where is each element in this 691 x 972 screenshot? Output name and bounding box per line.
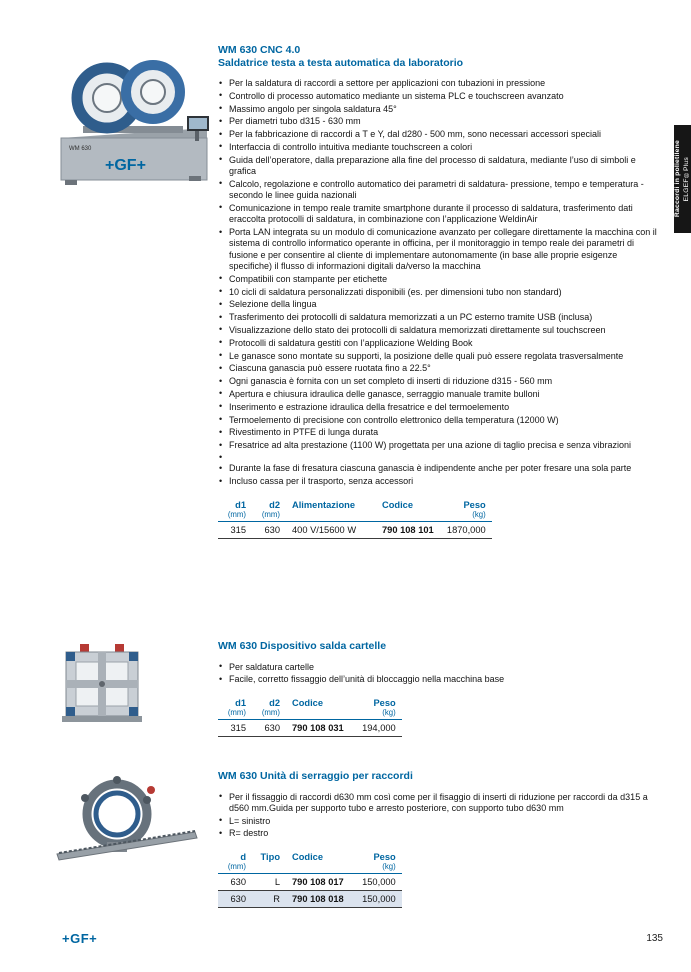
bullet-item: • Per la saldatura di raccordi a settore per applicazioni con tubazioni in pressione	[218, 78, 662, 89]
table-cell: 630	[218, 873, 252, 890]
bullet-item: • Interfaccia di controllo intuitiva mediante touchscreen a colori	[218, 142, 662, 153]
column-header: Peso	[463, 499, 486, 510]
column-unit	[376, 510, 440, 522]
bullet-item: • Per la fabbricazione di raccordi a T e Y, dal d280 - 500 mm, sono necessari accessori speciali	[218, 129, 662, 140]
column-header: Peso	[373, 697, 396, 708]
table-row	[218, 521, 492, 538]
bullet-item: • Fresatrice ad alta prestazione (1100 W) progettata per una azione di taglio precisa e senza vibrazioni	[218, 440, 662, 451]
column-header: Peso	[373, 851, 396, 862]
table-row	[218, 719, 402, 736]
table-cell: 315	[218, 521, 252, 538]
bullet-item: • Termoelemento di precisione con controllo elettronico della temperatura (12000 W)	[218, 415, 662, 426]
bullet-item: • Durante la fase di fresatura ciascuna ganascia è indipendente anche per poter fresare una sola parte	[218, 463, 662, 474]
svg-text:WM 630: WM 630	[69, 146, 92, 152]
bullet-item: • Trasferimento dei protocolli di saldatura memorizzati a un PC esterno tramite USB (inclusa)	[218, 312, 662, 323]
bullet-item: • Selezione della lingua	[218, 299, 662, 310]
bullet-item: • Guida dell’operatore, dalla preparazione alla fine del processo di saldatura, mediante l’uso di simboli e grafica	[218, 155, 662, 178]
gf-logo: +GF+	[62, 931, 98, 946]
column-unit	[286, 862, 350, 874]
column-header: Codice	[382, 499, 413, 510]
bullet-item: • Per diametri tubo d315 - 630 mm	[218, 116, 662, 127]
column-unit: (kg)	[350, 862, 402, 874]
side-tab-line1: Raccordi in polietilene	[674, 140, 681, 218]
bullet-item: • R= destro	[218, 828, 662, 839]
column-unit: (kg)	[350, 708, 402, 720]
section-subtitle: Saldatrice testa a testa automatica da laboratorio	[218, 56, 464, 69]
bullet-item: • Porta LAN integrata su un modulo di comunicazione avanzato per collegare direttamente la macchina con il sistema di controllo informatico operante in officina, per il monitoraggio in tempo reale dei parametri di fusione e per consentire al cliente di implementare autonomamente (in base alle proprie esigenze specifiche) il flusso di informazioni digitali da/verso la macchina	[218, 227, 662, 272]
column-unit: (mm)	[218, 708, 252, 720]
bullet-item: • Rivestimento in PTFE di lunga durata	[218, 427, 662, 438]
table-cell-code: 790 108 031	[286, 719, 350, 736]
table-row	[218, 890, 402, 907]
column-header: d1	[235, 499, 246, 510]
column-header: d1	[235, 697, 246, 708]
bullet-item: • Massimo angolo per singola saldatura 45°	[218, 104, 662, 115]
column-unit: (mm)	[252, 708, 286, 720]
bullet-item: • Per saldatura cartelle	[218, 662, 662, 673]
column-header: Codice	[292, 851, 323, 862]
table-cell: 630	[252, 719, 286, 736]
bullet-item: • Apertura e chiusura idraulica delle ganasce, serraggio manuale tramite bulloni	[218, 389, 662, 400]
bullet-item: • Ciascuna ganascia può essere ruotata fino a 22.5°	[218, 363, 662, 374]
feature-list	[218, 792, 662, 840]
bullet-item: • L= sinistro	[218, 816, 662, 827]
table-cell: 1870,000	[440, 521, 492, 538]
column-unit	[286, 510, 376, 522]
column-unit: (mm)	[218, 510, 252, 522]
feature-list	[218, 662, 662, 686]
table-cell: 400 V/15600 W	[286, 521, 376, 538]
svg-text:+GF+: +GF+	[105, 157, 146, 174]
bullet-item	[218, 453, 662, 462]
table-cell: 315	[218, 719, 252, 736]
table-cell: 150,000	[350, 890, 402, 907]
table-cell: 150,000	[350, 873, 402, 890]
section-salda-cartelle	[218, 640, 662, 737]
bullet-item: • Incluso cassa per il trasporto, senza accessori	[218, 476, 662, 487]
column-unit: (mm)	[252, 510, 286, 522]
column-unit: (kg)	[440, 510, 492, 522]
unita-serraggio-photo	[55, 776, 203, 868]
bullet-item: • 10 cicli di saldatura personalizzati disponibili (es. per dimensioni tubo non standard)	[218, 287, 662, 298]
section-wm630-cnc	[218, 44, 662, 539]
page-number: 135	[646, 933, 663, 944]
table-cell: 630	[218, 890, 252, 907]
bullet-item: • Comunicazione in tempo reale tramite smartphone durante il processo di saldatura, trasferimento dati eraccolta protocolli di saldatura, in combinazione con l’applicazione WeldinAir	[218, 203, 662, 226]
column-header: d2	[269, 499, 280, 510]
bullet-item: • Facile, corretto fissaggio dell’unità di bloccaggio nella macchina base	[218, 674, 662, 685]
wm630-machine-photo	[55, 46, 215, 188]
column-header: d	[240, 851, 246, 862]
column-header: Alimentazione	[292, 499, 356, 510]
column-unit	[252, 862, 286, 874]
chapter-side-tab	[674, 125, 691, 233]
table-cell: 630	[252, 521, 286, 538]
bullet-item: • Protocolli di saldatura gestiti con l’applicazione Welding Book	[218, 338, 662, 349]
table-cell-code: 790 108 101	[376, 521, 440, 538]
section-title: WM 630 Unità di serraggio per raccordi	[218, 770, 413, 782]
spec-table-salda-cartelle	[218, 697, 402, 737]
section-unita-serraggio	[218, 770, 662, 908]
table-cell: R	[252, 890, 286, 907]
bullet-item: • Per il fissaggio di raccordi d630 mm così come per il fisaggio di inserti di riduzione per raccordi da d315 a d560 mm.Guida per supporto tubo e arresto posteriore, con supporto tubo d630 mm	[218, 792, 662, 815]
table-cell: 194,000	[350, 719, 402, 736]
spec-table-wm630	[218, 499, 492, 539]
table-cell-code: 790 108 017	[286, 873, 350, 890]
bullet-item: • Controllo di processo automatico mediante un sistema PLC e touchscreen avanzato	[218, 91, 662, 102]
table-cell-code: 790 108 018	[286, 890, 350, 907]
column-header: d2	[269, 697, 280, 708]
bullet-item: • Le ganasce sono montate su supporti, la posizione delle quali può essere regolata trasversalmente	[218, 351, 662, 362]
bullet-item: • Ogni ganascia è fornita con un set completo di inserti di riduzione d315 - 560 mm	[218, 376, 662, 387]
bullet-item: • Compatibili con stampante per etichette	[218, 274, 662, 285]
table-cell: L	[252, 873, 286, 890]
feature-list	[218, 78, 662, 488]
section-title: WM 630 CNC 4.0	[218, 44, 301, 56]
column-unit: (mm)	[218, 862, 252, 874]
column-header: Tipo	[260, 851, 280, 862]
side-tab-line2: ELGEF®Plus	[683, 156, 690, 202]
bullet-item: • Inserimento e estrazione idraulica della fresatrice e del termoelemento	[218, 402, 662, 413]
bullet-item: • Visualizzazione dello stato dei protocolli di saldatura memorizzati direttamente sul touchscreen	[218, 325, 662, 336]
column-header: Codice	[292, 697, 323, 708]
table-row	[218, 873, 402, 890]
section-title: WM 630 Dispositivo salda cartelle	[218, 640, 387, 652]
bullet-item: • Calcolo, regolazione e controllo automatico dei parametri di saldatura- pressione, tempo e temperatura - secondo le linee guida nazionali	[218, 179, 662, 202]
salda-cartelle-photo	[52, 642, 152, 726]
column-unit	[286, 708, 350, 720]
spec-table-unita-serraggio	[218, 851, 402, 908]
